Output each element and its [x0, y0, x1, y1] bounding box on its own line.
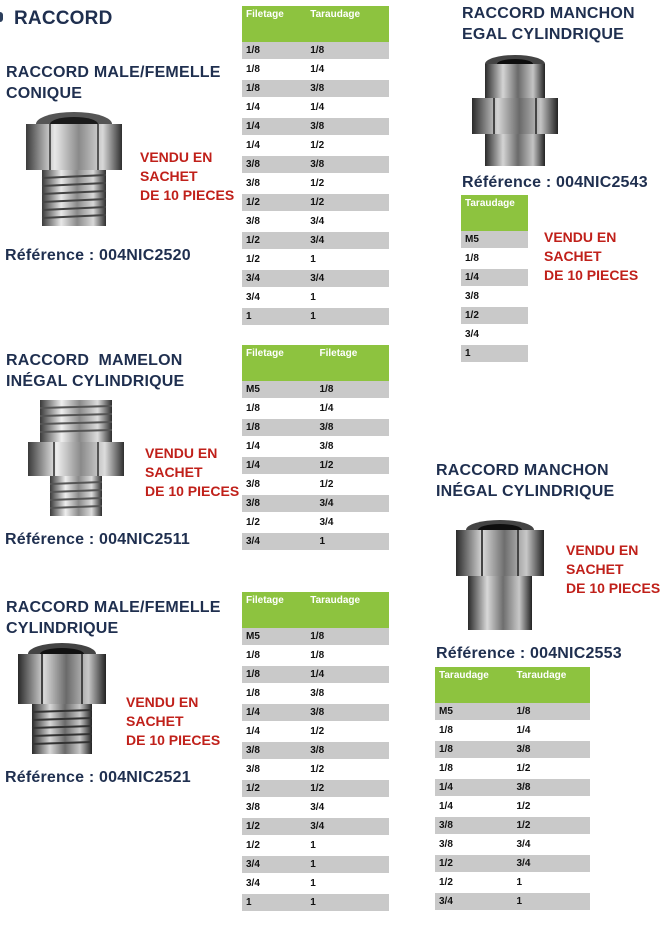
fitting-male-female-conical-image	[20, 108, 128, 228]
table-row	[435, 854, 590, 873]
table-cell: 1/2	[435, 854, 513, 873]
table-cell: 3/8	[306, 684, 389, 703]
table-cell: 3/8	[435, 835, 513, 854]
table-cell: 1/8	[242, 418, 316, 437]
table-cell: 3/4	[242, 874, 306, 893]
sale-note-line: SACHET	[566, 561, 624, 577]
table-row	[242, 42, 389, 60]
table-cell: 3/8	[306, 155, 389, 174]
table-row	[242, 475, 389, 494]
table-cell: 1/2	[513, 759, 591, 778]
table-row	[242, 269, 389, 288]
table-cell: 1/8	[316, 381, 390, 399]
product-title-2511	[6, 350, 184, 392]
table-row	[242, 193, 389, 212]
product-title-line: CONIQUE	[6, 85, 83, 102]
table-cell: 1	[316, 532, 390, 551]
sale-note-line: DE 10 PIECES	[544, 267, 639, 283]
product-title-line: INÉGAL CYLINDRIQUE	[6, 373, 185, 390]
table-cell: 1/4	[306, 98, 389, 117]
reference-2520: Référence : 004NIC2520	[5, 247, 191, 264]
column-header: Taraudage	[513, 667, 591, 703]
table-cell: 1/2	[316, 456, 390, 475]
column-header: Filetage	[316, 345, 390, 381]
size-table-2511	[242, 345, 389, 552]
table-cell: 3/4	[242, 269, 306, 288]
table-cell: 1	[306, 893, 389, 912]
product-title-line: EGAL CYLINDRIQUE	[462, 26, 625, 43]
table-row	[461, 306, 528, 325]
table-cell: 3/4	[513, 835, 591, 854]
table-cell: 3/8	[242, 741, 306, 760]
table-cell: M5	[461, 231, 528, 249]
page-title: RACCORD	[14, 8, 113, 29]
table-cell: 1/2	[242, 779, 306, 798]
table-row	[242, 798, 389, 817]
table-cell: 1/2	[242, 193, 306, 212]
product-title-2520	[6, 62, 221, 104]
product-title-line: RACCORD MAMELON	[6, 352, 183, 369]
table-row	[242, 60, 389, 79]
product-title-2543	[462, 3, 635, 45]
table-cell: 1	[461, 344, 528, 363]
table-cell: 1/2	[306, 722, 389, 741]
table-cell: 3/4	[306, 817, 389, 836]
table-cell: 1/4	[242, 136, 306, 155]
table-cell: 1/4	[242, 437, 316, 456]
product-title-2521	[6, 597, 221, 639]
table-row	[242, 817, 389, 836]
table-cell: 1	[306, 855, 389, 874]
table-row	[242, 836, 389, 855]
table-cell: 3/4	[306, 269, 389, 288]
table-cell: 1/2	[316, 475, 390, 494]
table-cell: 1/2	[242, 817, 306, 836]
table-cell: 1/2	[242, 231, 306, 250]
product-title-line: RACCORD MANCHON	[436, 462, 609, 479]
reference-2543: Référence : 004NIC2543	[462, 174, 648, 191]
table-cell: 3/8	[306, 703, 389, 722]
sale-note-line: DE 10 PIECES	[566, 580, 661, 596]
table-row	[435, 778, 590, 797]
sale-note-2520	[140, 148, 234, 205]
table-row	[242, 855, 389, 874]
table-cell: 1/2	[461, 306, 528, 325]
table-cell: 1/2	[306, 779, 389, 798]
table-cell: 3/8	[306, 117, 389, 136]
fitting-nipple-reducing-image	[26, 396, 126, 518]
table-cell: 1	[306, 836, 389, 855]
fitting-male-female-cylindrical-image	[14, 640, 110, 756]
table-row	[435, 703, 590, 721]
table-cell: 1/8	[242, 684, 306, 703]
sale-note-line: DE 10 PIECES	[126, 732, 221, 748]
table-row	[242, 250, 389, 269]
table-cell: 3/8	[306, 79, 389, 98]
table-cell: 1	[306, 307, 389, 326]
sale-note-2543	[544, 228, 638, 285]
product-title-line: RACCORD MANCHON	[462, 5, 635, 22]
table-cell: 1	[306, 288, 389, 307]
table-cell: 1/4	[461, 268, 528, 287]
table-row	[242, 79, 389, 98]
column-header: Taraudage	[306, 592, 389, 628]
table-header-row	[461, 195, 528, 231]
table-cell: 3/8	[242, 212, 306, 231]
table-cell: 1/4	[435, 778, 513, 797]
table-cell: 3/8	[242, 494, 316, 513]
column-header: Taraudage	[461, 195, 528, 231]
table-cell: 1/4	[242, 98, 306, 117]
table-cell: 3/4	[461, 325, 528, 344]
reference-2511: Référence : 004NIC2511	[5, 531, 190, 548]
table-row	[242, 513, 389, 532]
table-row	[242, 456, 389, 475]
table-cell: 3/4	[513, 854, 591, 873]
table-row	[242, 437, 389, 456]
sale-note-line: VENDU EN	[566, 542, 639, 558]
table-cell: 1/4	[316, 399, 390, 418]
table-row	[435, 835, 590, 854]
table-row	[461, 231, 528, 249]
size-table-2553	[435, 667, 590, 912]
table-cell: 3/4	[242, 288, 306, 307]
table-cell: 1/4	[242, 703, 306, 722]
column-header: Taraudage	[435, 667, 513, 703]
table-row	[435, 892, 590, 911]
table-cell: 1/8	[435, 740, 513, 759]
table-row	[242, 665, 389, 684]
table-cell: 3/4	[242, 532, 316, 551]
sale-note-2511	[145, 444, 239, 501]
product-title-2553	[436, 460, 614, 502]
table-row	[242, 136, 389, 155]
column-header: Taraudage	[306, 6, 389, 42]
reference-2553: Référence : 004NIC2553	[436, 645, 622, 662]
table-cell: 1	[306, 874, 389, 893]
table-cell: 1/4	[242, 456, 316, 475]
table-row	[435, 740, 590, 759]
table-cell: 1/2	[435, 873, 513, 892]
table-cell: 1	[242, 893, 306, 912]
table-header-row	[435, 667, 590, 703]
sale-note-line: VENDU EN	[145, 445, 218, 461]
column-header: Filetage	[242, 6, 306, 42]
product-title-line: RACCORD MALE/FEMELLE	[6, 64, 221, 81]
table-cell: 1/2	[306, 136, 389, 155]
table-cell: 3/8	[461, 287, 528, 306]
table-cell: 3/8	[316, 437, 390, 456]
table-cell: 3/8	[513, 740, 591, 759]
table-cell: 1	[306, 250, 389, 269]
table-row	[242, 646, 389, 665]
table-cell: 3/8	[316, 418, 390, 437]
table-row	[461, 325, 528, 344]
table-row	[242, 399, 389, 418]
table-row	[242, 155, 389, 174]
table-cell: 1/2	[242, 513, 316, 532]
sale-note-line: VENDU EN	[126, 694, 199, 710]
table-cell: 3/8	[242, 475, 316, 494]
table-cell: 1	[513, 892, 591, 911]
table-cell: 3/8	[306, 741, 389, 760]
table-cell: 3/4	[435, 892, 513, 911]
sale-note-line: VENDU EN	[140, 149, 213, 165]
column-header: Filetage	[242, 592, 306, 628]
table-header-row	[242, 345, 389, 381]
table-cell: 1/4	[242, 722, 306, 741]
table-cell: 1/8	[435, 721, 513, 740]
table-cell: 1/4	[306, 665, 389, 684]
table-row	[242, 532, 389, 551]
table-cell: 1/8	[306, 42, 389, 60]
reference-2521: Référence : 004NIC2521	[5, 769, 191, 786]
table-row	[461, 344, 528, 363]
table-row	[242, 212, 389, 231]
table-cell: 1/4	[242, 117, 306, 136]
table-cell: 1/8	[306, 628, 389, 646]
sale-note-2521	[126, 693, 220, 750]
sale-note-line: SACHET	[544, 248, 602, 264]
table-cell: 1/2	[513, 797, 591, 816]
table-cell: 1/8	[242, 79, 306, 98]
size-table-2520	[242, 6, 389, 327]
size-table-2543	[461, 195, 528, 364]
size-table-2521	[242, 592, 389, 913]
sale-note-line: VENDU EN	[544, 229, 617, 245]
table-row	[461, 249, 528, 268]
sale-note-2553	[566, 541, 660, 598]
table-cell: 3/8	[435, 816, 513, 835]
table-cell: 1/2	[242, 836, 306, 855]
table-cell: 1/8	[242, 399, 316, 418]
table-cell: 1/2	[242, 250, 306, 269]
table-cell: 3/8	[513, 778, 591, 797]
table-cell: 3/8	[242, 760, 306, 779]
table-row	[242, 288, 389, 307]
table-cell: 1	[242, 307, 306, 326]
sale-note-line: DE 10 PIECES	[140, 187, 235, 203]
sale-note-line: SACHET	[126, 713, 184, 729]
table-row	[242, 231, 389, 250]
product-title-line: INÉGAL CYLINDRIQUE	[436, 483, 615, 500]
column-header: Filetage	[242, 345, 316, 381]
table-cell: 3/4	[316, 494, 390, 513]
table-row	[242, 741, 389, 760]
sale-note-line: SACHET	[145, 464, 203, 480]
table-cell: 1/8	[513, 703, 591, 721]
table-cell: 1/8	[242, 665, 306, 684]
fitting-socket-equal-image	[470, 52, 560, 168]
table-row	[435, 721, 590, 740]
table-row	[242, 874, 389, 893]
sale-note-line: SACHET	[140, 168, 198, 184]
table-header-row	[242, 6, 389, 42]
table-row	[242, 779, 389, 798]
table-row	[242, 174, 389, 193]
table-row	[461, 287, 528, 306]
table-cell: 1/8	[242, 60, 306, 79]
table-row	[242, 117, 389, 136]
sale-note-line: DE 10 PIECES	[145, 483, 240, 499]
table-cell: M5	[242, 381, 316, 399]
table-cell: 3/4	[316, 513, 390, 532]
table-row	[242, 684, 389, 703]
table-header-row	[242, 592, 389, 628]
table-row	[242, 893, 389, 912]
table-cell: 1/8	[461, 249, 528, 268]
table-row	[242, 628, 389, 646]
table-cell: 1/4	[435, 797, 513, 816]
table-cell: 1	[513, 873, 591, 892]
table-cell: 1/4	[306, 60, 389, 79]
table-cell: 1/8	[435, 759, 513, 778]
table-cell: M5	[242, 628, 306, 646]
product-title-line: CYLINDRIQUE	[6, 620, 119, 637]
product-title-line: RACCORD MALE/FEMELLE	[6, 599, 221, 616]
table-cell: 3/8	[242, 798, 306, 817]
table-cell: 1/2	[306, 760, 389, 779]
title-bullet	[0, 12, 3, 22]
table-row	[435, 816, 590, 835]
table-cell: 3/8	[242, 155, 306, 174]
table-row	[242, 494, 389, 513]
table-cell: 1/8	[242, 42, 306, 60]
table-cell: 3/4	[306, 212, 389, 231]
table-row	[461, 268, 528, 287]
table-row	[435, 873, 590, 892]
table-row	[242, 307, 389, 326]
table-cell: 1/8	[242, 646, 306, 665]
table-cell: 1/4	[513, 721, 591, 740]
table-cell: 3/4	[306, 231, 389, 250]
table-row	[242, 98, 389, 117]
table-row	[242, 760, 389, 779]
table-row	[242, 418, 389, 437]
fitting-socket-reducing-image	[452, 516, 548, 632]
table-row	[242, 381, 389, 399]
table-row	[435, 759, 590, 778]
table-row	[242, 703, 389, 722]
table-cell: M5	[435, 703, 513, 721]
table-cell: 3/4	[242, 855, 306, 874]
table-cell: 1/2	[513, 816, 591, 835]
table-cell: 3/4	[306, 798, 389, 817]
table-row	[242, 722, 389, 741]
table-cell: 1/8	[306, 646, 389, 665]
table-row	[435, 797, 590, 816]
table-cell: 1/2	[306, 193, 389, 212]
table-cell: 3/8	[242, 174, 306, 193]
table-cell: 1/2	[306, 174, 389, 193]
